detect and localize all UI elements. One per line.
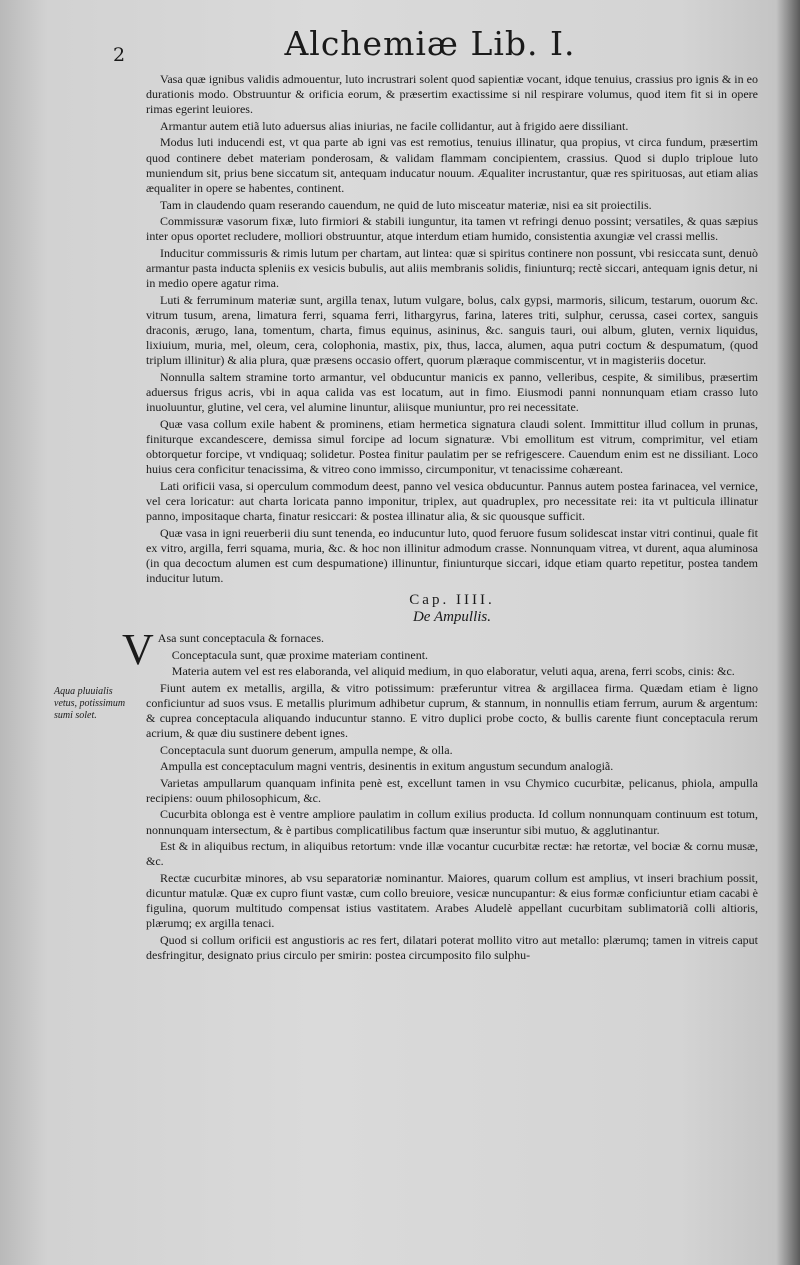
paragraph: Varietas ampullarum quanquam infinita penè est, excellunt tamen in vsu Chymico cucurbitæ, pelicanus, phiola, ampulla recipiens: ouum philosophicum, &c. <box>146 775 758 805</box>
running-title: Alchemiæ Lib. I. <box>284 24 576 63</box>
paragraph: Nonnulla saltem stramine torto armantur, vel obducuntur manicis ex panno, velleribus, cespite, & similibus, præsertim aduersus frigus acris, vbi in aqua calida vas est locatum, aut in fimo. Eiusmodi panni nonnunquam etiam crasso luto inuoluuntur, glutine, vel cera, vel alumine linuntur, aliisque muniuntur, pro rei necessitate. <box>146 369 758 415</box>
page-number: 2 <box>113 44 126 66</box>
paragraph: Tam in claudendo quam reserando cauendum, ne quid de luto misceatur materiæ, nisi ea sit proiectilis. <box>160 197 652 212</box>
chapter-subtitle: De Ampullis. <box>412 608 492 625</box>
paragraph: Commissuræ vasorum fixæ, luto firmiori & stabili iunguntur, ita tamen vt refringi denuo possint; versatiles, & quas sæpius inter opus oportet recludere, molliori obstruuntur, atque interdum etiam humido, consistentia axungiæ vel crassi mellis. <box>146 214 758 244</box>
paragraph: Lati orificii vasa, si operculum commodum deest, panno vel vesica obducuntur. Pannus autem postea farinacea, vel vernice, vel cera loricatur: aut charta loricata panno imponitur, triplex, aut quadruplex, pro necessitate rei: ita vt pulticula illinatur panno, impositaque charta, finatur resiccari: & postea illinatur alia, & sic quousque sufficit. <box>146 478 758 524</box>
drop-capital: V <box>122 625 154 675</box>
paragraph: Conceptacula sunt, quæ proxime materiam continent. <box>171 647 429 662</box>
paragraph: Inducitur commissuris & rimis lutum per chartam, aut lintea: quæ si spiritus continere non possunt, vbi resiccata sunt, denuò armantur pasta inducta spleniis ex vesicis bubulis, aut aliis membranis solidis, finiunturq; rectè siccari, antequam ignis detur, ni in medio opere agatur rima. <box>146 245 758 291</box>
paragraph: Materia autem vel est res elaboranda, vel aliquid medium, in quo elaboratur, veluti aqua, arena, ferri scobs, cinis: &c. <box>171 664 735 679</box>
paragraph: Quod si collum orificii est angustioris ac res fert, dilatari poterat mollito vitro aut metallo: plærumq; tamen in vitreis caput desfringitur, designato prius circulo per smirin: postea circumposito filo sulphu- <box>146 932 758 963</box>
paragraph-text: Asa sunt conceptacula & fornaces. <box>157 631 325 646</box>
paragraph: Conceptacula sunt duorum generum, ampulla nempe, & olla. <box>160 742 453 757</box>
paragraph: Est & in aliquibus rectum, in aliquibus retortum: vnde illæ vocantur cucurbitæ rectæ: hæ retortæ, vel bociæ & cornu musæ, &c. <box>146 839 758 869</box>
paragraph: Rectæ cucurbitæ minores, ab vsu separatoriæ nominantur. Maiores, quarum collum est amplius, vt inseri brachium possit, dicuntur matulæ. Quæ ex cupro fiunt vastæ, cum collo breuiore, vesicæ nuncupantur: & eius formæ conficiuntur etiam cacabi è figulina, quorum multitudo compensat istius vastitatem. Arabes Aludelè appellant cucurbitam sublimatoriã colli altioris, plærumq; ex argilla tenaci. <box>146 870 758 931</box>
paragraph: Quæ vasa collum exile habent & prominens, etiam hermetica signatura claudi solent. Immittitur illud collum in prunas, finiturque excandescere, demissa simul forcipe ad locum signaturæ. Vbi emollitum est vitrum, comprimitur, vel etiam obtorquetur forcipe, vt vndiquaq; solidetur. Postea finitur paulatim per se refrigescere. Cauendum enim est ne dissiliant. Loco huius cera conficitur tenacissima, & vitreo cono immisso, circumponitur, vt tenacissime cohæreant. <box>146 416 758 477</box>
paragraph: Armantur autem etiã luto aduersus alias iniurias, ne facile collidantur, aut à frigido aere dissiliant. <box>160 118 629 133</box>
paragraph: Modus luti inducendi est, vt qua parte ab igni vas est remotius, tenuius illinatur, qua propius, vt circa fundum, præsertim quod continere debet materiam ponderosam, & validam flammam concipientem, crassius. Quod si duplo triploue luto muniendum sit, prius bene siccatum sit, antequam inducatur nouum. Æqualiter incrustantur, quæ res spirituosas, aut etiam alias æqualiter in opere se habentes, continent. <box>146 135 758 196</box>
body-text <box>122 72 758 965</box>
margin-note: Aqua pluuialis vetus, potissimum sumi solet. <box>54 686 126 721</box>
paragraph: Ampulla est conceptaculum magni ventris, desinentis in exitum angustum secundum analogiã. <box>160 759 614 774</box>
paragraph: Quæ vasa in igni reuerberii diu sunt tenenda, eo inducuntur luto, quod feruore fusum solidescat instar vitri continui, quale fit ex vitro, argilla, ferri squama, muria, &c. & hoc non illinitur admodum crasse. Nonnunquam vitrea, vt durent, aqua aluminosa (in qua decoctum alumen est cum despumatione) illinuntur, finiunturque siccari, idque etiam quarto repetitur, postea tandem inducitur lutum. <box>146 525 758 586</box>
chapter-heading: Cap. IIII. <box>409 591 495 608</box>
paragraph: Fiunt autem ex metallis, argilla, & vitro potissimum: præferuntur vitrea & argillacea firma. Quædam etiam è ligno conficiuntur ad suos vsus. E metallis plurimum adhibetur cuprum, & stannum, in nonnullis etiam ferrum, aurum & argentum: & cuprea conceptacula aliquando inducuntur stanno. E vitro duplici probe cocto, & bullis carente fiunt conceptacula rerum acrium, & quæ diu sustinere debent ignes. <box>146 680 758 741</box>
paragraph: Cucurbita oblonga est è ventre ampliore paulatim in collum exilius producta. Id collum nonnunquam continuum est totum, nonnunquam intersectum, & è partibus complicatilibus factum quæ inseruntur sibi mutuo, & agglutinantur. <box>146 807 758 837</box>
paragraph: Vasa quæ ignibus validis admouentur, luto incrustrari solent quod sapientiæ vocant, idque tenuius, crassius pro ignis & in eo durationis modo. Obstruuntur & orificia eorum, & præsertim exactissime si nil respirare volumus, quod item fit si in opere rimas egerint leuiores. <box>146 72 758 117</box>
paragraph: Luti & ferruminum materiæ sunt, argilla tenax, lutum vulgare, bolus, calx gypsi, marmoris, silicum, testarum, ouorum &c. vitrum tusum, arena, limatura ferri, squama ferri, lithargyrus, farina, lateres triti, sulphur, cerussa, casei cortex, sanguis draconis, ærugo, lana, tomentum, charta, fimus equinus, asininus, &c. sanguis tauri, oui album, gluten, vernix liquidus, lixiuium, muria, mel, oleum, cera, colophonia, mastix, pix, thus, lacca, alumen, aqua putri coctum & despumatum, (quod triplum illinitur) & alia plura, quæ præsens occasio offert, quorum plæraque commiscentur, vt in magisteriis docetur. <box>146 292 758 368</box>
